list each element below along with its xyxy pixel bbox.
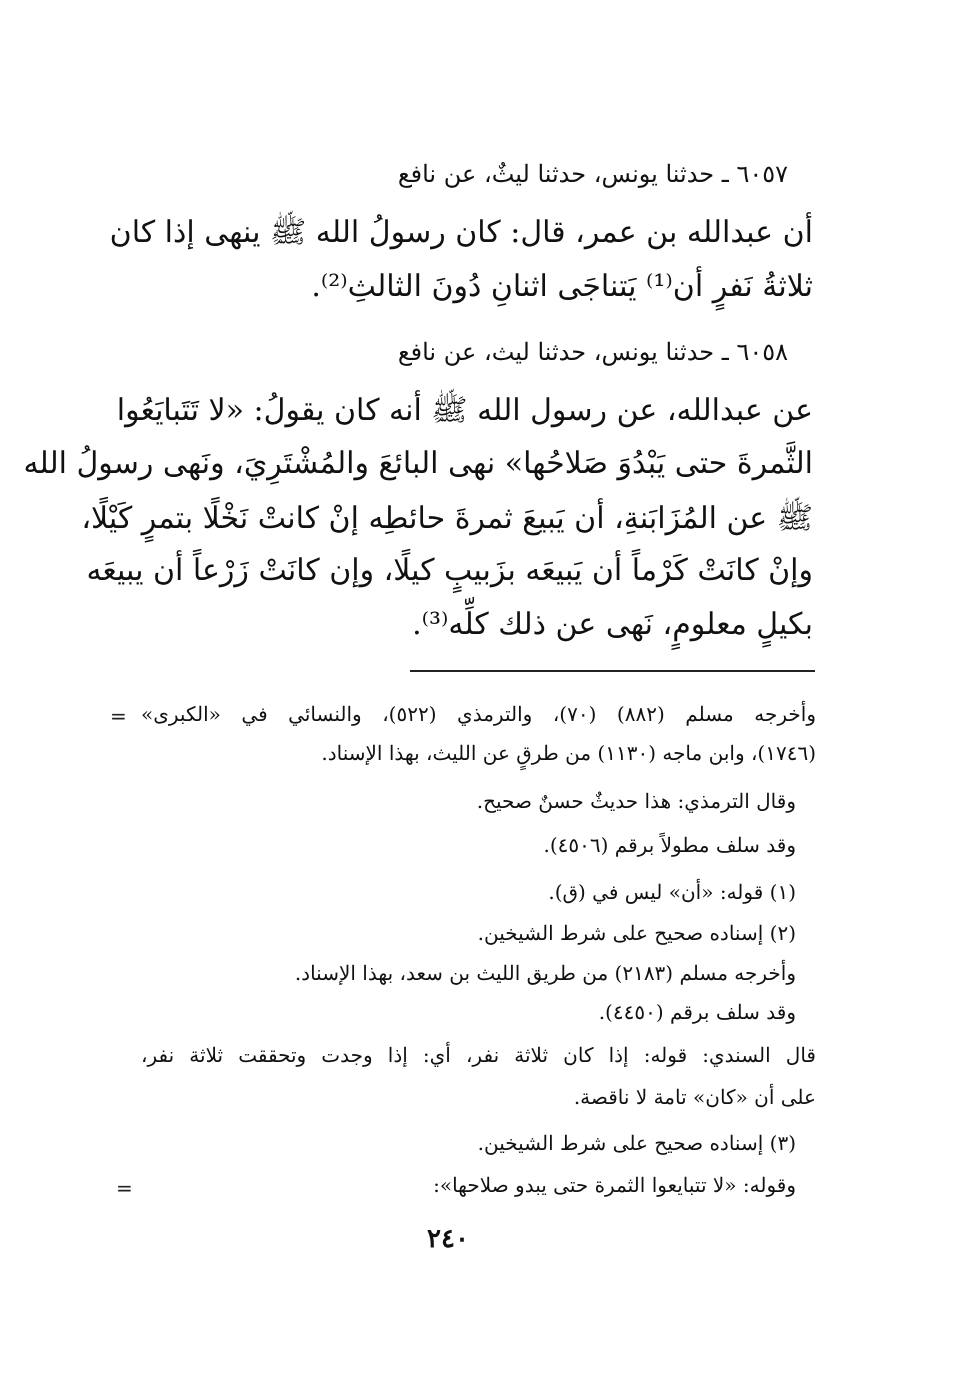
hadith-6058-line-4: وإنْ كانَتْ كَرْماً أن يَبيعَه بزَبيبٍ كيلًا، وإن كانَتْ زَرْعاً أن يبيعَه [86,553,813,588]
hadith-6057-line-2: ثلاثةُ نَفرٍ أن⁽¹⁾ يَتناجَى اثنانِ دُونَ الثالثِ⁽²⁾. [311,269,813,304]
footnote-line-10: على أن «كان» تامة لا ناقصة. [573,1085,816,1109]
hadith-6058-heading: ٦٠٥٨ ـ حدثنا يونس، حدثنا ليث، عن نافع [397,338,788,366]
hadith-6057-heading: ٦٠٥٧ ـ حدثنا يونس، حدثنا ليثٌ، عن نافع [397,160,788,188]
footnote-line-2: (١٧٤٦)، وابن ماجه (١١٣٠) من طرقٍ عن الليث، بهذا الإسناد. [321,741,816,765]
footnote-line-8: وقد سلف برقم (٤٤٥٠). [598,1000,796,1024]
footnote-separator [410,670,815,672]
hadith-6057-line-1: أن عبدالله بن عمر، قال: كان رسولُ الله ﷺ ينهى إذا كان [109,215,813,250]
hadith-6058-line-2: الثَّمرةَ حتى يَبْدُوَ صَلاحُها» نهى البائعَ والمُشْتَرِيَ، ونَهى رسولُ الله [23,446,813,481]
hadith-6058-line-5: بكيلٍ معلومٍ، نَهى عن ذلك كلِّه⁽³⁾. [412,607,813,642]
footnote-line-12: وقوله: «لا تتبايعوا الثمرة حتى يبدو صلاحها»: [433,1173,796,1197]
footnote-line-7: وأخرجه مسلم (٢١٨٣) من طريق الليث بن سعد، بهذا الإسناد. [294,961,796,985]
footnote-line-3: وقال الترمذي: هذا حديثٌ حسنٌ صحيح. [476,789,796,813]
footnote-line-4: وقد سلف مطولاً برقم (٤٥٠٦). [543,833,796,857]
continuation-mark-bottom: = [116,1176,133,1200]
hadith-6058-line-1: عن عبدالله، عن رسول الله ﷺ أنه كان يقولُ: «لا تَتَبايَعُوا [116,393,813,428]
footnote-line-9: قال السندي: قوله: إذا كان ثلاثة نفر، أي: إذا وجدت وتحققت ثلاثة نفر، [141,1043,816,1067]
footnote-line-1: وأخرجه مسلم (٨٨٢) (٧٠)، والترمذي (٥٢٢)، والنسائي في «الكبرى» [141,702,816,726]
hadith-6058-line-3: ﷺ عن المُزَابَنةِ، أن يَبيعَ ثمرةَ حائطِه إنْ كانتْ نَخْلًا بتمرٍ كَيْلًا، [81,501,813,536]
continuation-mark-top: = [110,704,127,728]
footnote-line-6: (٢) إسناده صحيح على شرط الشيخين. [477,921,796,945]
footnote-line-11: (٣) إسناده صحيح على شرط الشيخين. [477,1131,796,1155]
footnote-line-5: (١) قوله: «أن» ليس في (ق). [548,880,796,904]
page-number: ٢٤٠ [427,1224,469,1254]
